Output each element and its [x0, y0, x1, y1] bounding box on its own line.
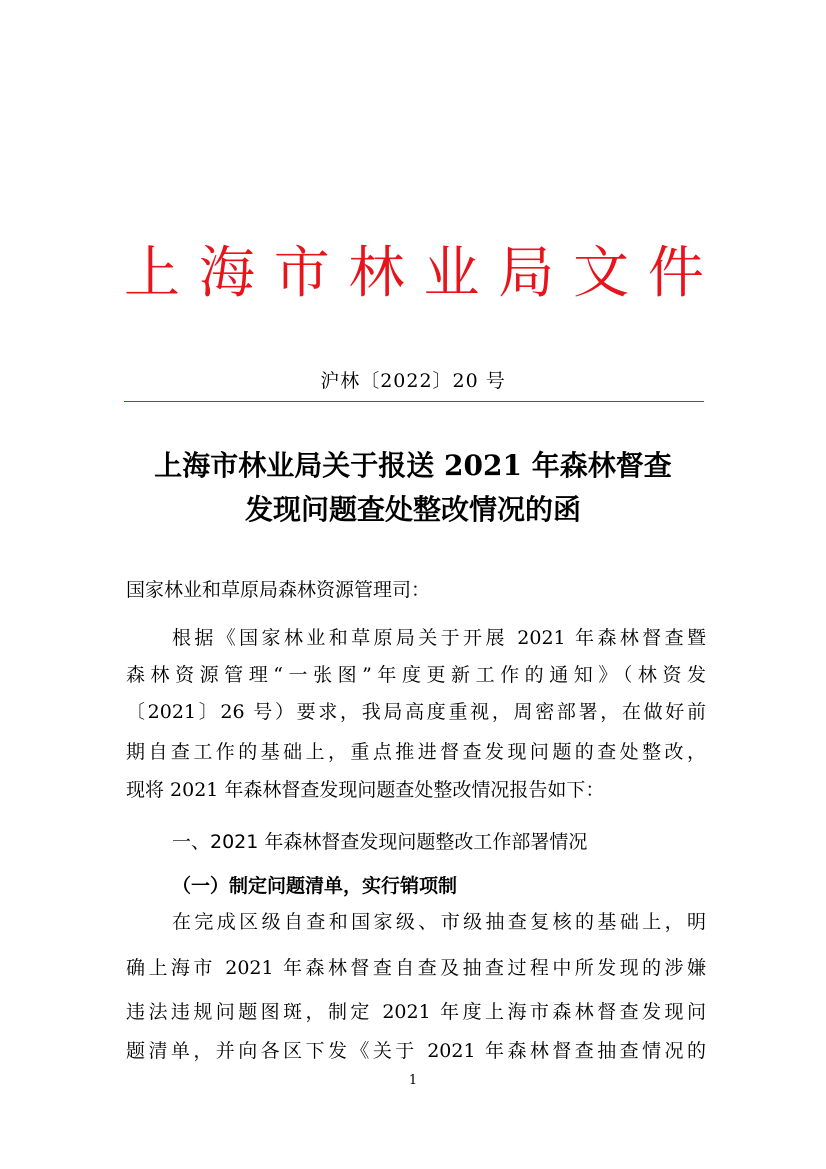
paragraph-line: 期自查工作的基础上，重点推进督查发现问题的查处整改，	[126, 741, 706, 763]
page-number: 1	[408, 1073, 418, 1088]
paragraph-line: 题清单，并向各区下发《关于 2021 年森林督查抽查情况的	[126, 1040, 706, 1062]
section-heading: 一、2021 年森林督查发现问题整改工作部署情况	[172, 831, 588, 853]
red-divider	[124, 401, 704, 402]
masthead-char: 件	[647, 241, 704, 306]
paragraph-line: 在完成区级自查和国家级、市级抽查复核的基础上，明	[172, 911, 706, 933]
masthead-char: 市	[273, 241, 330, 306]
document-number: 沪林〔2022〕20 号	[320, 370, 506, 392]
document-title-line-1: 上海市林业局关于报送 2021 年森林督查	[154, 449, 672, 482]
paragraph-line: 根据《国家林业和草原局关于开展 2021 年森林督查暨	[172, 627, 706, 649]
masthead-char: 文	[573, 241, 630, 306]
masthead	[124, 236, 704, 312]
masthead-char: 局	[498, 241, 555, 306]
masthead-char: 海	[198, 241, 255, 306]
paragraph-line: 〔2021〕26 号）要求，我局高度重视，周密部署，在做好前	[126, 701, 706, 723]
paragraph-line: 违法违规问题图斑，制定 2021 年度上海市森林督查发现问	[126, 1001, 706, 1023]
masthead-char: 业	[423, 241, 480, 306]
paragraph-line: 现将 2021 年森林督查发现问题查处整改情况报告如下：	[126, 779, 605, 801]
paragraph-line: 森林资源管理“一张图”年度更新工作的通知》（林资发	[126, 664, 706, 686]
document-title-line-2: 发现问题查处整改情况的函	[244, 493, 581, 526]
subsection-heading: （一）制定问题清单，实行销项制	[172, 875, 458, 897]
masthead-char: 林	[348, 241, 405, 306]
paragraph-line: 确上海市 2021 年森林督查自查及抽查过程中所发现的涉嫌	[126, 957, 706, 979]
masthead-char: 上	[124, 241, 180, 306]
salutation: 国家林业和草原局森林资源管理司：	[126, 579, 431, 601]
